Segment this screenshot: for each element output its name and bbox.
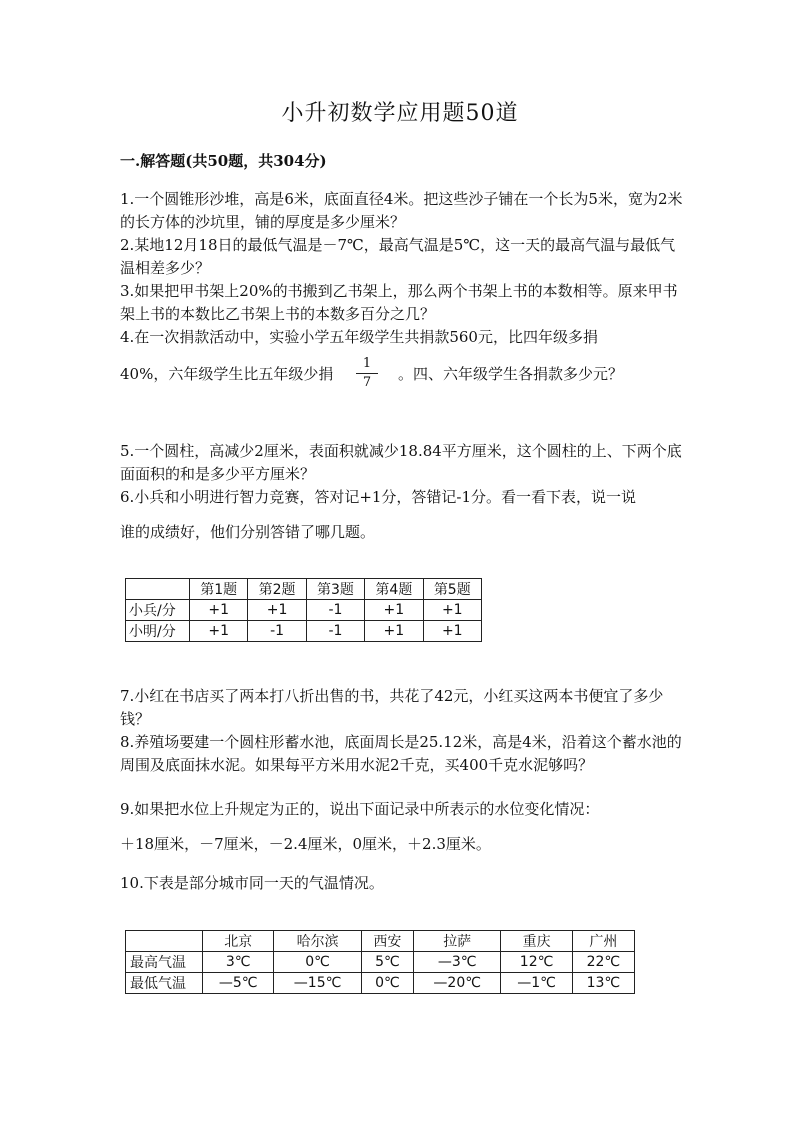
- table-header-cell: 第4题: [365, 579, 423, 600]
- table-cell: +1: [423, 600, 481, 621]
- row-label: 最低气温: [126, 973, 203, 994]
- row-label: 小兵/分: [126, 600, 190, 621]
- question-4-line2b: 。四、六年级学生各捐款多少元？: [398, 365, 624, 383]
- table-row: [126, 621, 482, 642]
- table-cell: 3℃: [203, 952, 274, 973]
- table-header-cell: 第3题: [306, 579, 364, 600]
- score-table: [125, 578, 482, 642]
- fraction-one-seventh: [356, 356, 378, 391]
- table-cell: 13℃: [572, 973, 634, 994]
- table-cell: —20℃: [413, 973, 500, 994]
- question-9: 9.如果把水位上升规定为正的，说出下面记录中所表示的水位变化情况：: [120, 800, 600, 818]
- table-cell: +1: [248, 600, 306, 621]
- page-title: 小升初数学应用题50道: [281, 101, 519, 126]
- table-cell: -1: [306, 621, 364, 642]
- table-cell: 5℃: [361, 952, 413, 973]
- table-cell: 22℃: [572, 952, 634, 973]
- question-8: 8.养殖场要建一个圆柱形蓄水池，底面周长是25.12米，高是4米，沿着这个蓄水池的周围及底面抹水泥。如果每平方米用水泥2千克，买400千克水泥够吗？: [120, 733, 682, 774]
- table-cell: 0℃: [274, 952, 361, 973]
- fraction-denominator: 7: [362, 375, 372, 390]
- table-cell: -1: [306, 600, 364, 621]
- question-4-line1: 4.在一次捐款活动中，实验小学五年级学生共捐款560元，比四年级多捐: [120, 328, 598, 346]
- table-cell: -1: [248, 621, 306, 642]
- table-row: [126, 952, 635, 973]
- table-cell: +1: [190, 621, 248, 642]
- table-cell: +1: [365, 600, 423, 621]
- table-cell: —1℃: [501, 973, 572, 994]
- table-cell: —3℃: [413, 952, 500, 973]
- section-heading: 一.解答题(共50题，共304分): [120, 152, 327, 170]
- table-header-cell: 第2题: [248, 579, 306, 600]
- table-cell: +1: [190, 600, 248, 621]
- table-header-cell: 哈尔滨: [274, 931, 361, 952]
- table-header-row: [126, 579, 482, 600]
- table-header-row: [126, 931, 635, 952]
- row-label: 小明/分: [126, 621, 190, 642]
- table-row: [126, 600, 482, 621]
- question-4-line2a: 40%，六年级学生比五年级少捐: [120, 365, 334, 383]
- table-header-cell: 西安: [361, 931, 413, 952]
- question-9-values: ＋18厘米，－7厘米，－2.4厘米，0厘米，＋2.3厘米。: [120, 835, 491, 853]
- table-header-cell: 第1题: [190, 579, 248, 600]
- table-cell: 12℃: [501, 952, 572, 973]
- question-5: 5.一个圆柱，高减少2厘米，表面积就减少18.84平方厘米，这个圆柱的上、下两个底面面积的和是多少平方厘米？: [120, 442, 682, 483]
- table-header-cell: 北京: [203, 931, 274, 952]
- question-3: 3.如果把甲书架上20%的书搬到乙书架上，那么两个书架上书的本数相等。原来甲书架上书的本数比乙书架上书的本数多百分之几？: [120, 282, 678, 323]
- table-header-cell: 重庆: [501, 931, 572, 952]
- table-header-cell: 广州: [572, 931, 634, 952]
- question-6-line2: 谁的成绩好，他们分别答错了哪几题。: [120, 523, 376, 541]
- question-2: 2.某地12月18日的最低气温是－7℃，最高气温是5℃，这一天的最高气温与最低气温相差多少？: [120, 236, 676, 277]
- table-cell: +1: [365, 621, 423, 642]
- question-6-line1: 6.小兵和小明进行智力竞赛，答对记+1分，答错记-1分。看一看下表，说一说: [120, 488, 637, 506]
- table-cell: +1: [423, 621, 481, 642]
- table-cell: —15℃: [274, 973, 361, 994]
- table-header-cell: 拉萨: [413, 931, 500, 952]
- fraction-numerator: 1: [356, 356, 378, 374]
- table-header-cell: [126, 579, 190, 600]
- question-1: 1.一个圆锥形沙堆，高是6米，底面直径4米。把这些沙子铺在一个长为5米，宽为2米的长方体的沙坑里，铺的厚度是多少厘米？: [120, 190, 683, 231]
- table-header-cell: 第5题: [423, 579, 481, 600]
- table-cell: 0℃: [361, 973, 413, 994]
- row-label: 最高气温: [126, 952, 203, 973]
- table-row: [126, 973, 635, 994]
- question-10: 10.下表是部分城市同一天的气温情况。: [120, 874, 384, 892]
- temperature-table: [125, 930, 635, 994]
- question-7: 7.小红在书店买了两本打八折出售的书，共花了42元，小红买这两本书便宜了多少钱？: [120, 687, 664, 728]
- table-header-cell: [126, 931, 203, 952]
- table-cell: —5℃: [203, 973, 274, 994]
